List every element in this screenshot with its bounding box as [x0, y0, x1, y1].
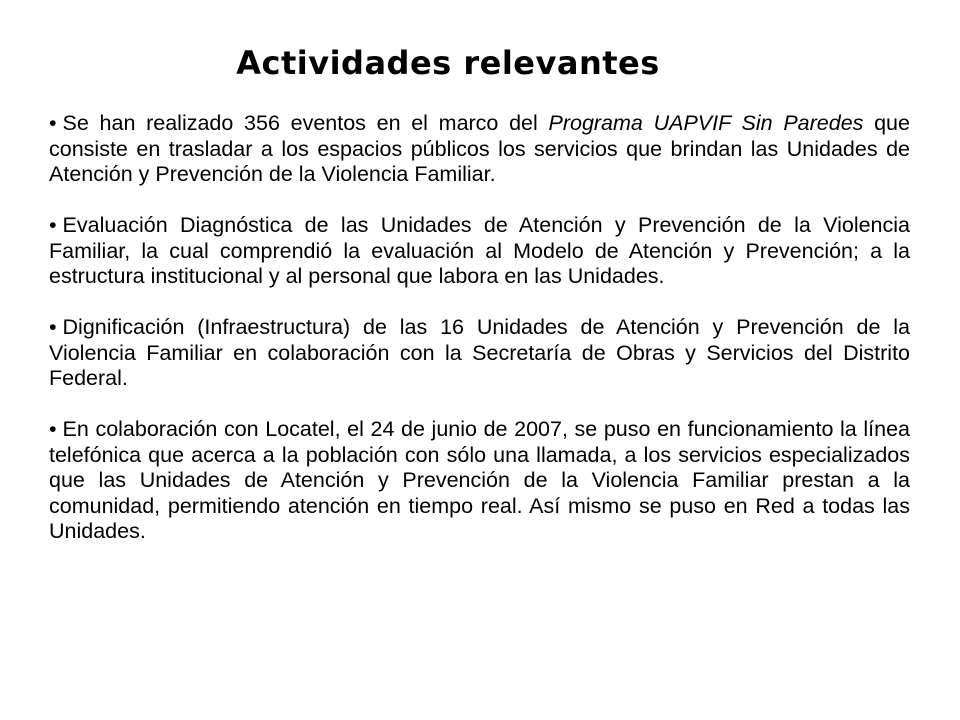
- slide-body: [49, 111, 910, 545]
- paragraph-text: Evaluación Diagnóstica de las Unidades de Atención y Prevención de la Violencia Familiar, la cual comprendió la evaluación al Modelo de Atención y Prevención; a la estructura institucional y al personal que labora en las Unidades.: [49, 213, 910, 288]
- program-name: Programa UAPVIF Sin Paredes: [548, 111, 864, 135]
- bullet-icon: •: [49, 315, 57, 339]
- bullet-paragraph: [49, 417, 910, 545]
- paragraph-text: Dignificación (Infraestructura) de las 16 Unidades de Atención y Prevención de la Violencia Familiar en colaboración con la Secretaría de Obras y Servicios del Distrito Federal.: [49, 315, 910, 390]
- slide-title: Actividades relevantes: [236, 44, 660, 82]
- paragraph-text: Se han realizado 356 eventos en el marco del: [62, 111, 549, 135]
- bullet-icon: •: [49, 417, 57, 441]
- bullet-paragraph: [49, 111, 910, 188]
- paragraph-text: En colaboración con Locatel, el 24 de junio de 2007, se puso en funcionamiento la línea telefónica que acerca a la población con sólo una llamada, a los servicios especializados que las Unidades de Atención y Prevención de la Violencia Familiar prestan a la comunidad, permitiendo atención en tiempo real. Así mismo se puso en Red a todas las Unidades.: [49, 417, 910, 543]
- paragraph-text: que consiste en trasladar a los espacios públicos los servicios que brindan las Unidades de Atención y Prevención de la Violencia Familiar.: [49, 111, 910, 186]
- bullet-paragraph: [49, 213, 910, 290]
- bullet-paragraph: [49, 315, 910, 392]
- bullet-icon: •: [49, 213, 57, 237]
- bullet-icon: •: [49, 111, 57, 135]
